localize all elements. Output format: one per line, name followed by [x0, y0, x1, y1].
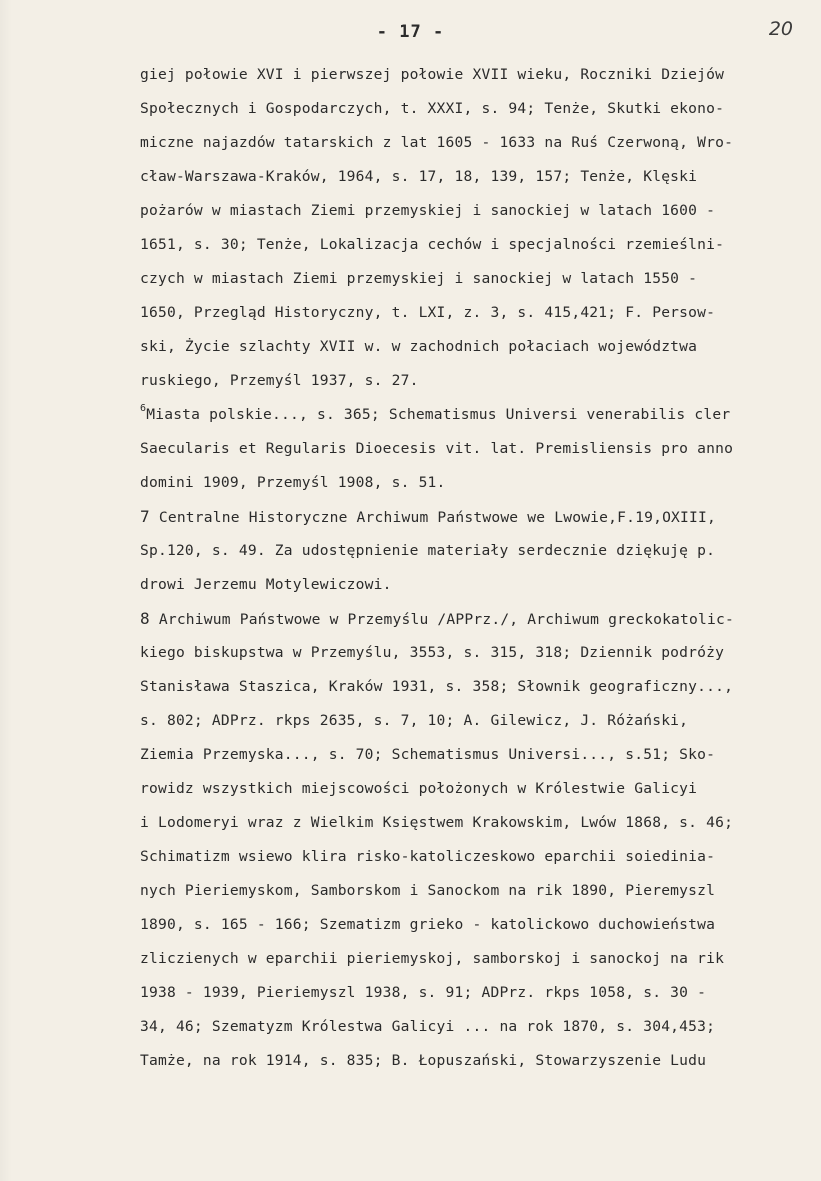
text-line: domini 1909, Przemyśl 1908, s. 51.: [140, 474, 446, 491]
text-line: Społecznych i Gospodarczych, t. XXXI, s. 94; Tenże, Skutki ekono-: [140, 100, 725, 117]
text-line: Ziemia Przemyska..., s. 70; Schematismus Universi..., s.51; Sko-: [140, 746, 716, 763]
text-line: czych w miastach Ziemi przemyskiej i sanockiej w latach 1550 -: [140, 270, 698, 287]
text-line: i Lodomeryi wraz z Wielkim Księstwem Krakowskim, Lwów 1868, s. 46;: [140, 814, 734, 831]
footnote-text-block: [140, 58, 815, 1078]
page-number: - 17 -: [376, 22, 445, 42]
text-line: Schimatizm wsiewo klira risko-katoliczeskowo eparchii soiedinia-: [140, 848, 716, 865]
footnote-8-line: [140, 602, 815, 636]
text-line: zliczienych w eparchii pieriemyskoj, samborskoj i sanockoj na rik: [140, 950, 725, 967]
text-line: drowi Jerzemu Motylewiczowi.: [140, 576, 392, 593]
text-line: Tamże, na rok 1914, s. 835; B. Łopuszański, Stowarzyszenie Ludu: [140, 1052, 707, 1069]
text-line: 34, 46; Szematyzm Królestwa Galicyi ... na rok 1870, s. 304,453;: [140, 1018, 716, 1035]
text-line: Archiwum Państwowe w Przemyślu /APPrz./, Archiwum greckokatolic-: [158, 611, 734, 628]
footnote-6-mark: 6: [140, 403, 147, 414]
text-line: giej połowie XVI i pierwszej połowie XVII wieku, Roczniki Dziejów: [140, 66, 725, 83]
text-line: pożarów w miastach Ziemi przemyskiej i sanockiej w latach 1600 -: [140, 202, 716, 219]
text-line: Stanisława Staszica, Kraków 1931, s. 358; Słownik geograficzny...,: [140, 678, 734, 695]
text-line: Centralne Historyczne Archiwum Państwowe we Lwowie,F.19,OXIII,: [158, 509, 716, 526]
text-line: ski, Życie szlachty XVII w. w zachodnich połaciach województwa: [140, 338, 698, 355]
footnote-8-mark: 8: [140, 609, 150, 628]
handwritten-archive-number: 20: [768, 18, 793, 40]
text-line: Sp.120, s. 49. Za udostępnienie materiały serdecznie dziękuję p.: [140, 542, 716, 559]
text-line: 1651, s. 30; Tenże, Lokalizacja cechów i specjalności rzemieślni-: [140, 236, 725, 253]
text-line: cław-Warszawa-Kraków, 1964, s. 17, 18, 139, 157; Tenże, Klęski: [140, 168, 698, 185]
text-line: nych Pieriemyskom, Samborskom i Sanockom na rik 1890, Pieremyszl: [140, 882, 716, 899]
footnote-6-line: [140, 398, 815, 432]
text-line: 1938 - 1939, Pieriemyszl 1938, s. 91; ADPrz. rkps 1058, s. 30 -: [140, 984, 707, 1001]
text-line: kiego biskupstwa w Przemyślu, 3553, s. 315, 318; Dziennik podróży: [140, 644, 725, 661]
footnote-7-line: [140, 500, 815, 534]
text-line: Saecularis et Regularis Dioecesis vit. lat. Premisliensis pro anno: [140, 440, 734, 457]
text-line: 1650, Przegląd Historyczny, t. LXI, z. 3, s. 415,421; F. Persow-: [140, 304, 716, 321]
text-line: miczne najazdów tatarskich z lat 1605 - 1633 na Ruś Czerwoną, Wro-: [140, 134, 734, 151]
text-line: ruskiego, Przemyśl 1937, s. 27.: [140, 372, 419, 389]
text-line: s. 802; ADPrz. rkps 2635, s. 7, 10; A. Gilewicz, J. Różański,: [140, 712, 689, 729]
text-line: rowidz wszystkich miejscowości położonych w Królestwie Galicyi: [140, 780, 698, 797]
text-line: 1890, s. 165 - 166; Szematizm grieko - katolickowo duchowieństwa: [140, 916, 716, 933]
footnote-7-mark: 7: [140, 507, 150, 526]
text-line: Miasta polskie..., s. 365; Schematismus Universi venerabilis cler: [146, 406, 731, 423]
